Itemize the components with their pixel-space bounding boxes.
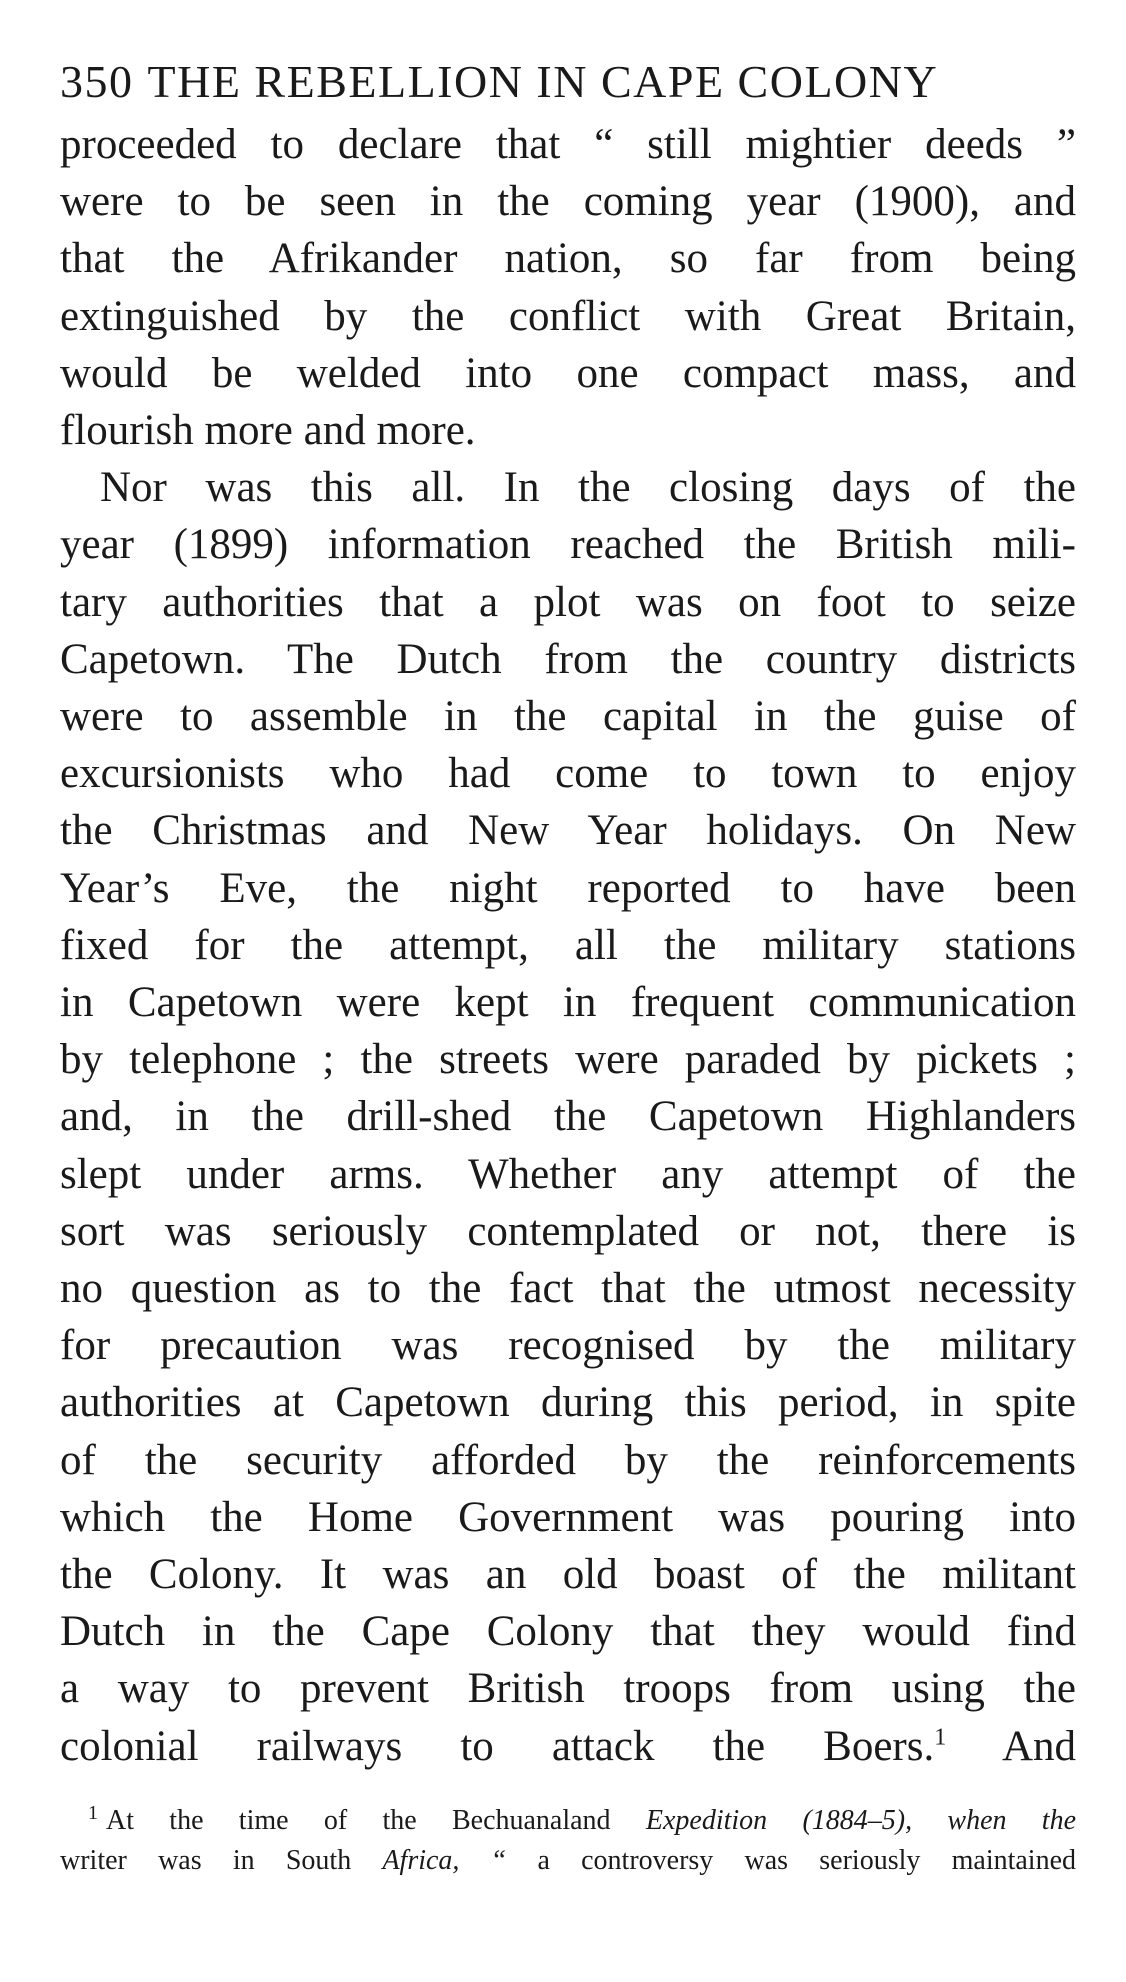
text-line: slept under arms. Whether any attempt of the [60,1150,1076,1198]
paragraph-1 [60,116,1076,459]
text-line: tary authorities that a plot was on foot to seize [60,578,1076,626]
text-line: by telephone ; the streets were paraded by pickets ; [60,1036,1076,1084]
running-header [60,52,1076,112]
text-line: a way to prevent British troops from using the [60,1665,1076,1713]
footnote-italic-text: Africa, “ [382,1844,507,1876]
text-line: Dutch in the Cape Colony that they would find [60,1608,1076,1656]
footnote-italic-text: Expedition (1884–5), when the [645,1804,1076,1836]
footnote-text: At the time of the Bechuanaland [106,1804,646,1836]
text-line: were to be seen in the coming year (1900), and [60,178,1076,226]
footnote-line [60,1841,1076,1881]
footnote-text: writer was in South [60,1844,383,1876]
text-line: authorities at Capetown during this period, in spite [60,1379,1076,1427]
footnote-mark: 1 [88,1801,98,1824]
running-title: THE REBELLION IN CAPE COLONY [147,56,939,107]
text-line: would be welded into one compact mass, and [60,349,1076,397]
text-line: fixed for the attempt, all the military stations [60,921,1076,969]
text-line: excursionists who had come to town to enjoy [60,750,1076,798]
text-line: extinguished by the conflict with Great Britain, [60,292,1076,340]
text-line: proceeded to declare that “ still mightier deeds ” [60,121,1076,168]
footnote-line [60,1801,1076,1841]
text-line: Capetown. The Dutch from the country districts [60,635,1076,683]
text-line: of the security afforded by the reinforcements [60,1436,1076,1484]
text-line: the Christmas and New Year holidays. On New [60,807,1076,855]
body-text [60,116,1076,1775]
text-line: no question as to the fact that the utmost necessity [60,1265,1076,1313]
text-line: year (1899) information reached the British mili- [60,521,1076,569]
text-line: sort was seriously contemplated or not, there is [60,1207,1076,1255]
text-line: Nor was this all. In the closing days of the [100,464,1076,512]
text-line: that the Afrikander nation, so far from being [60,235,1076,283]
text-line: were to assemble in the capital in the guise of [60,693,1076,741]
footnote-reference[interactable]: 1 [934,1724,947,1751]
footnote-text: a controversy was seriously maintained [506,1844,1077,1876]
text-line: the Colony. It was an old boast of the militant [60,1551,1076,1599]
book-page [60,52,1076,1881]
text-line-final [60,1718,1076,1775]
text-line: which the Home Government was pouring into [60,1493,1076,1541]
text-after-footnote-ref: And [1001,1722,1076,1770]
text-line: Year’s Eve, the night reported to have been [60,864,1076,912]
text-line: and, in the drill-shed the Capetown Highlanders [60,1093,1076,1141]
text-line: for precaution was recognised by the military [60,1322,1076,1370]
text-line: in Capetown were kept in frequent communication [60,979,1076,1027]
page-number: 350 [60,56,134,107]
paragraph-2 [60,459,1076,1775]
text-before-footnote-ref: colonial railways to attack the Boers. [60,1722,935,1770]
footnote [60,1801,1076,1881]
text-line: flourish more and more. [60,407,476,455]
